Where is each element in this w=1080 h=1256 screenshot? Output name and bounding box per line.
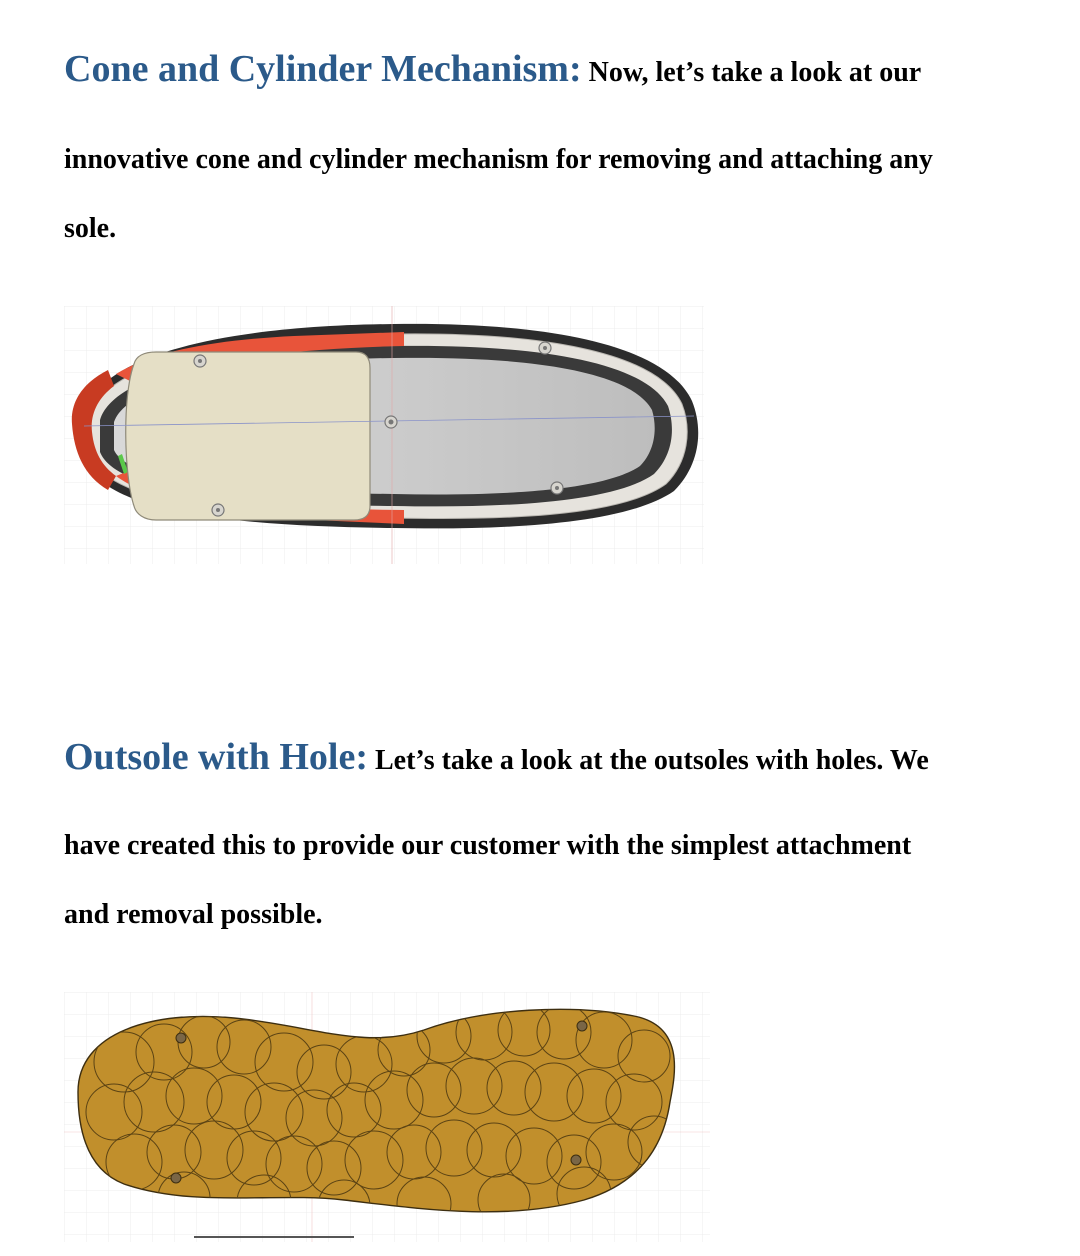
- section-heading: Outsole with Hole:: [64, 736, 368, 778]
- paragraph-line-3: and removal possible.: [64, 899, 323, 930]
- outsole-image: [64, 992, 710, 1242]
- bottom-rule: [194, 1236, 354, 1238]
- shoe-top-view-image: [64, 306, 704, 564]
- intro-text: Let’s take a look at the outsoles with holes. We: [374, 745, 929, 776]
- paragraph-line-3: sole.: [64, 213, 117, 244]
- section-heading: Cone and Cylinder Mechanism:: [64, 48, 582, 90]
- section-outsole-hole: [64, 736, 1014, 940]
- intro-text: Now, let’s take a look at our: [588, 57, 922, 88]
- paragraph-line-1: [64, 48, 922, 90]
- paragraph-line-2: innovative cone and cylinder mechanism for removing and attaching any: [64, 144, 933, 175]
- paragraph-line-1: [64, 736, 929, 778]
- paragraph-line-2: have created this to provide our customer with the simplest attachment: [64, 830, 912, 861]
- section-cone-cylinder: [64, 48, 1014, 252]
